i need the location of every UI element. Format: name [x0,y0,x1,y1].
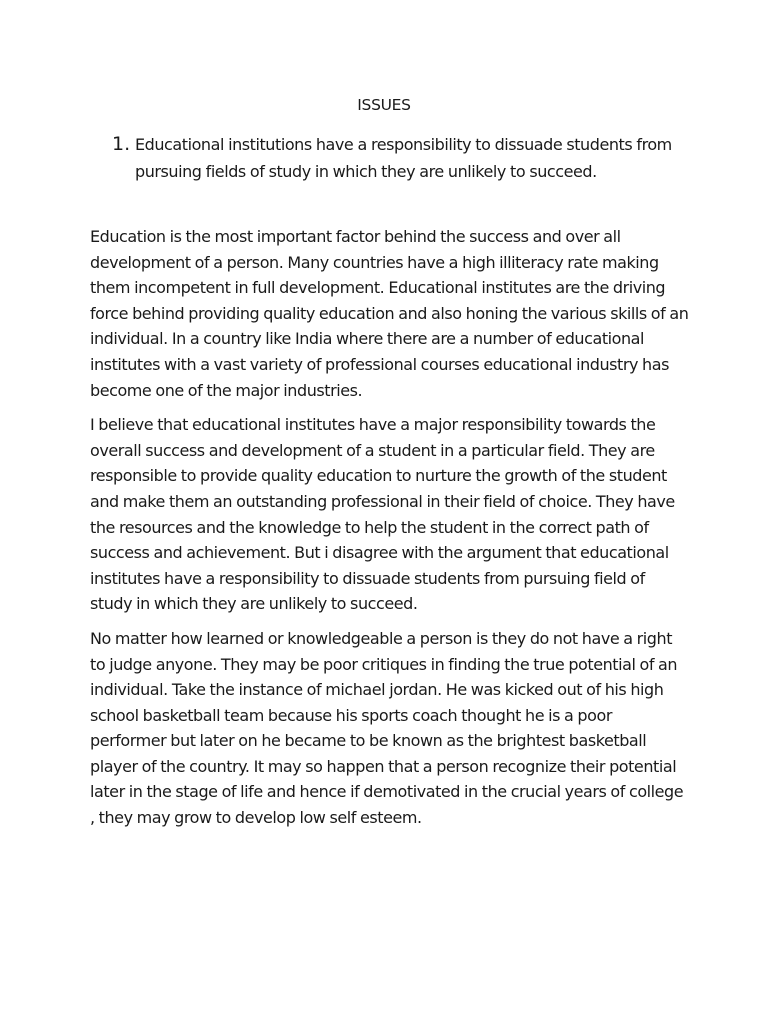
issue-list-item [112,131,692,185]
paragraph-introduction: Education is the most important factor behind the success and over all development of a person. Many countries have a high illiteracy rate making them incompetent in full development. Educational institutes are the driving force behind providing quality education and also honing the various skills of an individual. In a country like India where there are a number of educational institutes with a vast variety of professional courses educational industry has become one of the major industries. [90,227,689,400]
paragraph-position: I believe that educational institutes have a major responsibility towards the overall success and development of a student in a particular field. They are responsible to provide quality education to nurture the growth of the student and make them an outstanding professional in their field of choice. They have the resources and the knowledge to help the student in the correct path of success and achievement. But i disagree with the argument that educational institutes have a responsibility to dissuade students from pursuing field of study in which they are unlikely to succeed. [90,415,675,614]
paragraph-example: No matter how learned or knowledgeable a person is they do not have a right to judge anyone. They may be poor critiques in finding the true potential of an individual. Take the instance of michael jordan. He was kicked out of his high school basketball team because his sports coach thought he is a poor performer but later on he became to be known as the brightest basketball player of the country. It may so happen that a person recognize their potential later in the stage of life and hence if demotivated in the crucial years of college , they may grow to develop low self esteem. [90,628,684,828]
issue-statement: Educational institutions have a responsibility to dissuade students from pursuing fields of study in which they are unlikely to succeed. [135,135,672,181]
essay-body [90,224,690,840]
issue-number: 1. [112,133,131,155]
document-heading: ISSUES [357,96,411,114]
